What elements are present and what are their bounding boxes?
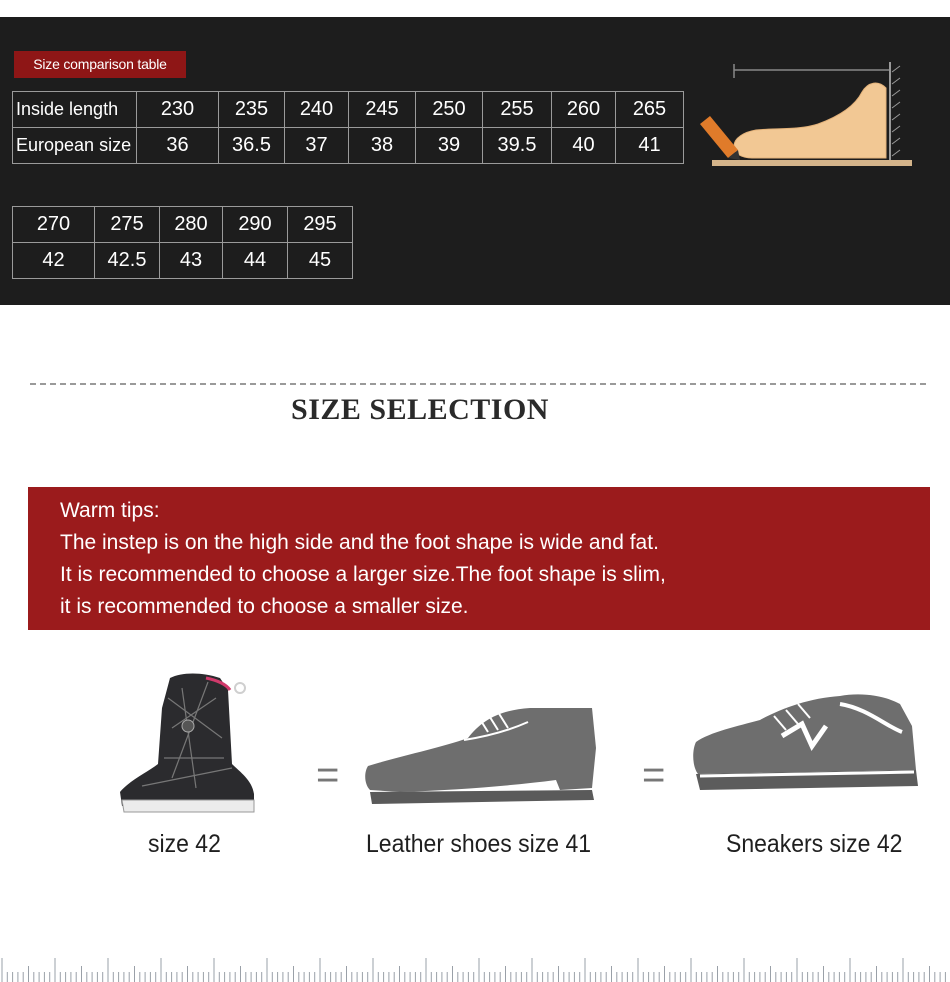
- size-cell: 275: [95, 207, 160, 243]
- foot-icon: [734, 83, 886, 158]
- section-divider: [30, 383, 926, 385]
- size-cell: 39.5: [483, 128, 552, 164]
- section-title: SIZE SELECTION: [291, 393, 549, 426]
- equals-sign: =: [316, 753, 340, 797]
- size-cell: 39: [416, 128, 483, 164]
- warm-tips-heading: Warm tips:: [60, 499, 160, 522]
- size-cell: 240: [285, 92, 349, 128]
- size-cell: 36: [137, 128, 219, 164]
- snowboard-boot-icon: [112, 668, 262, 818]
- ruler-decoration: [0, 955, 950, 982]
- size-table-tag: Size comparison table: [14, 51, 186, 78]
- size-table-bottom: [12, 206, 353, 279]
- equals-sign: =: [642, 753, 666, 797]
- warm-tips-line: It is recommended to choose a larger size.The foot shape is slim,: [60, 563, 666, 586]
- size-cell: 245: [349, 92, 416, 128]
- sneaker-caption: Sneakers size 42: [726, 830, 903, 858]
- warm-tips-line: The instep is on the high side and the foot shape is wide and fat.: [60, 531, 659, 554]
- boot-caption: size 42: [148, 830, 221, 858]
- size-cell: 260: [552, 92, 616, 128]
- size-cell: 265: [616, 92, 684, 128]
- inside-length-row: [13, 92, 684, 128]
- size-cell: 290: [223, 207, 288, 243]
- pencil-icon: [700, 116, 740, 160]
- size-cell: 40: [552, 128, 616, 164]
- row-label-inside-length: Inside length: [13, 92, 137, 128]
- size-cell: 295: [288, 207, 353, 243]
- size-cell: 44: [223, 243, 288, 279]
- size-cell: 280: [160, 207, 223, 243]
- size-cell: 45: [288, 243, 353, 279]
- european-size-row: [13, 128, 684, 164]
- size-cell: 38: [349, 128, 416, 164]
- size-cell: 37: [285, 128, 349, 164]
- leather-shoe-icon: [360, 700, 605, 810]
- warm-tips-box: [28, 487, 930, 630]
- size-cell: 250: [416, 92, 483, 128]
- leather-shoe-caption: Leather shoes size 41: [366, 830, 592, 858]
- size-cell: 41: [616, 128, 684, 164]
- european-size-row: [13, 243, 353, 279]
- size-cell: 43: [160, 243, 223, 279]
- size-cell: 230: [137, 92, 219, 128]
- foot-measuring-illustration: [690, 58, 920, 173]
- size-cell: 255: [483, 92, 552, 128]
- size-cell: 235: [219, 92, 285, 128]
- size-cell: 42.5: [95, 243, 160, 279]
- warm-tips-line: it is recommended to choose a smaller size.: [60, 595, 469, 618]
- inside-length-row: [13, 207, 353, 243]
- sneaker-icon: [690, 686, 922, 796]
- floor-board: [712, 160, 912, 166]
- row-label-european-size: European size: [13, 128, 137, 164]
- size-cell: 42: [13, 243, 95, 279]
- size-cell: 270: [13, 207, 95, 243]
- size-table-top: [12, 91, 684, 164]
- size-cell: 36.5: [219, 128, 285, 164]
